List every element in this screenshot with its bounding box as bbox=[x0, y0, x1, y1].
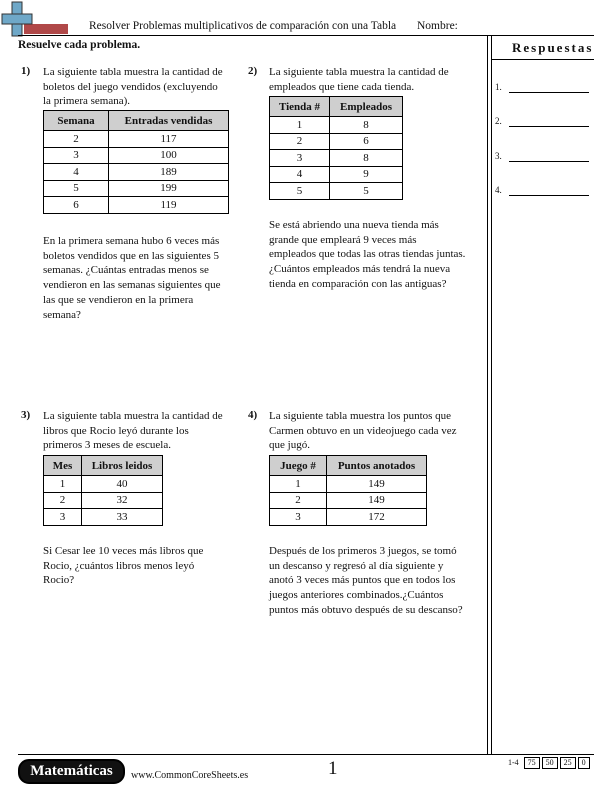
table-row: 5 199 bbox=[44, 180, 229, 197]
answer-line-3[interactable]: 3. bbox=[495, 151, 595, 161]
logo-plus-icon bbox=[0, 0, 70, 40]
table-row: 2 149 bbox=[270, 492, 427, 509]
problem-3-question: Si Cesar lee 10 veces más libros que Rocio, ¿cuántos libros menos leyó Rocio? bbox=[43, 545, 204, 587]
instructions: Resuelve cada problema. bbox=[18, 39, 141, 51]
table-row: 6 119 bbox=[44, 197, 229, 214]
table-row: 3 8 bbox=[270, 150, 403, 167]
table-row: 2 6 bbox=[270, 133, 403, 150]
problem-1-table: Semana Entradas vendidas 2 117 3 100 4 189 5 199 6 119 bbox=[43, 110, 229, 214]
worksheet-title: Resolver Problemas multiplicativos de comparación con una Tabla bbox=[89, 20, 397, 32]
page-number: 1 bbox=[328, 758, 338, 779]
footer-brand-logo: Matemáticas bbox=[18, 759, 125, 784]
problem-4-question: Después de los primeros 3 juegos, se tomó un descanso y regresó al día siguiente y anotó 3 veces más puntos que en todos los juegos anteriores combinados.¿Cuántos puntos más obtuvo después de su descanso? bbox=[269, 545, 463, 616]
table-row: 3 33 bbox=[44, 509, 163, 526]
footer-divider bbox=[18, 754, 594, 755]
table-row: 5 5 bbox=[270, 183, 403, 200]
problem-4-number: 4) bbox=[248, 409, 258, 421]
problem-1-number: 1) bbox=[21, 65, 31, 77]
problem-1-intro: La siguiente tabla muestra la cantidad de boletos del juego vendidos (excluyendo la primera semana). bbox=[43, 66, 223, 108]
problem-4-intro: La siguiente tabla muestra los puntos que Carmen obtuvo en un videojuego cada vez que jugó. bbox=[269, 410, 457, 452]
problem-2-intro: La siguiente tabla muestra la cantidad de empleados que tiene cada tienda. bbox=[269, 66, 449, 93]
answer-column-divider-inner bbox=[491, 35, 492, 755]
problem-1-question: En la primera semana hubo 6 veces más boletos vendidos que en las siguientes 5 semanas. ¿Cuántas entradas menos se vendieron en las semanas siguientes que las que se vendieron en la primera semana? bbox=[43, 235, 221, 321]
table-row: 4 9 bbox=[270, 166, 403, 183]
table-row: 1 40 bbox=[44, 476, 163, 493]
answers-title-underline bbox=[491, 59, 594, 60]
problem-2-question: Se está abriendo una nueva tienda más grande que empleará 9 veces más empleados que todas las otras tiendas juntas. ¿Cuántos empleados más tendrá la nueva tienda en comparación con las antiguas? bbox=[269, 219, 466, 290]
problem-4-table: Juego # Puntos anotados 1 149 2 149 3 172 bbox=[269, 455, 427, 526]
problem-3-number: 3) bbox=[21, 409, 31, 421]
problem-3-intro: La siguiente tabla muestra la cantidad de libros que Rocio leyó durante los primeros 3 meses de escuela. bbox=[43, 410, 223, 452]
score-table: 1-4 75 50 25 0 bbox=[503, 757, 590, 769]
answer-line-2[interactable]: 2. bbox=[495, 116, 595, 126]
answer-column-divider bbox=[487, 35, 488, 755]
table-row: 3 172 bbox=[270, 509, 427, 526]
table-row: 4 189 bbox=[44, 164, 229, 181]
table-row: 1 149 bbox=[270, 476, 427, 493]
problem-2-table: Tienda # Empleados 1 8 2 6 3 8 4 9 5 5 bbox=[269, 96, 403, 200]
answer-line-4[interactable]: 4. bbox=[495, 185, 595, 195]
problem-3-table: Mes Libros leidos 1 40 2 32 3 33 bbox=[43, 455, 163, 526]
name-label: Nombre: bbox=[417, 20, 458, 32]
header-divider bbox=[18, 35, 594, 36]
table-row: 3 100 bbox=[44, 147, 229, 164]
footer-url: www.CommonCoreSheets.es bbox=[131, 770, 249, 781]
answers-title: Respuestas bbox=[512, 40, 594, 55]
table-row: 2 117 bbox=[44, 131, 229, 148]
answer-line-1[interactable]: 1. bbox=[495, 82, 595, 92]
problem-2-number: 2) bbox=[248, 65, 258, 77]
table-row: 2 32 bbox=[44, 492, 163, 509]
table-row: 1 8 bbox=[270, 117, 403, 134]
